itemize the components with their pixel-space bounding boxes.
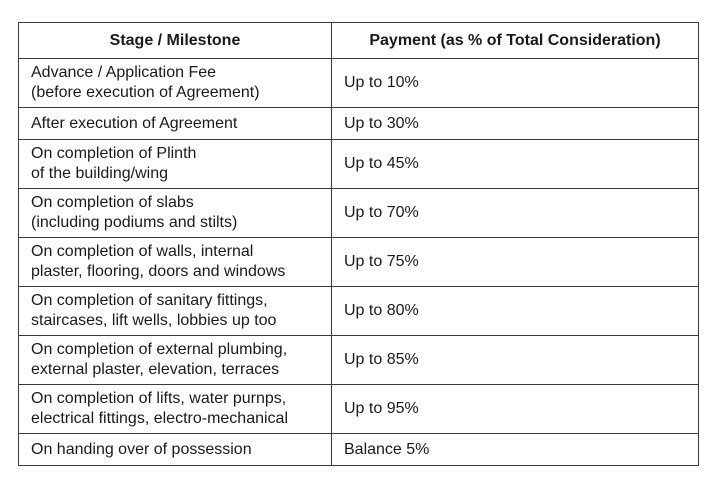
payment-cell: Up to 45% [332,140,699,189]
table-row [19,434,699,466]
stage-line: plaster, flooring, doors and windows [31,263,286,280]
payment-cell: Up to 80% [332,287,699,336]
stage-line: On completion of Plinth [31,145,197,162]
payment-cell: Balance 5% [332,434,699,466]
stage-line: On completion of lifts, water purnps, [31,390,287,407]
table-header-row [19,23,699,59]
table-row [19,385,699,434]
stage-cell [19,287,332,336]
stage-line: On handing over of possession [31,440,252,458]
table-row [19,238,699,287]
payment-cell: Up to 75% [332,238,699,287]
stage-cell [19,434,332,466]
stage-line: staircases, lift wells, lobbies up too [31,312,277,329]
stage-cell [19,336,332,385]
table-row [19,189,699,238]
stage-cell [19,238,332,287]
stage-line: Advance / Application Fee [31,64,217,81]
stage-line: (including podiums and stilts) [31,214,238,231]
table-row [19,287,699,336]
stage-line: electrical fittings, electro-mechanical [31,410,288,427]
table-row [19,59,699,108]
stage-cell [19,189,332,238]
stage-cell [19,140,332,189]
table-row [19,140,699,189]
stage-line: On completion of walls, internal [31,243,254,260]
payment-cell: Up to 85% [332,336,699,385]
stage-line: On completion of sanitary fittings, [31,292,268,309]
payment-cell: Up to 70% [332,189,699,238]
table-row [19,108,699,140]
stage-line: external plaster, elevation, terraces [31,361,280,378]
stage-line: After execution of Agreement [31,114,238,132]
stage-line: of the building/wing [31,165,168,182]
stage-cell [19,59,332,108]
header-payment: Payment (as % of Total Consideration) [332,23,699,59]
stage-cell [19,108,332,140]
stage-line: On completion of external plumbing, [31,341,288,358]
payment-schedule-table [18,22,699,466]
payment-cell: Up to 10% [332,59,699,108]
payment-cell: Up to 95% [332,385,699,434]
payment-cell: Up to 30% [332,108,699,140]
stage-line: (before execution of Agreement) [31,84,260,101]
stage-cell [19,385,332,434]
header-stage-milestone: Stage / Milestone [19,23,332,59]
stage-line: On completion of slabs [31,194,194,211]
table-row [19,336,699,385]
